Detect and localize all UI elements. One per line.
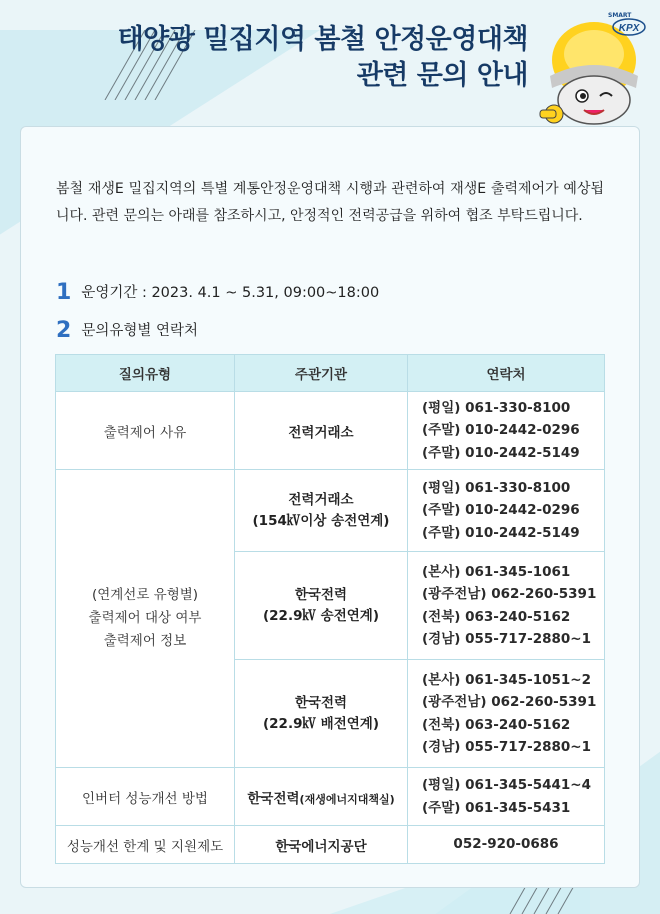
- cell-contact: 052-920-0686: [408, 826, 605, 864]
- org-detail: (재생에너지대책실): [299, 792, 395, 806]
- cell-contact: [408, 392, 605, 470]
- section-contacts: [56, 316, 198, 341]
- section-number: 1: [56, 280, 72, 305]
- page-title-line2: 관련 문의 안내: [356, 60, 528, 91]
- cell-org: [235, 470, 408, 552]
- contact-table: [55, 354, 605, 864]
- section-number: 2: [56, 318, 72, 343]
- contact-line: (주말) 061-345-5431: [422, 799, 571, 816]
- header-contact: 연락처: [408, 355, 605, 392]
- contact-line: (주말) 010-2442-0296: [422, 422, 580, 439]
- org-name: 한국전력: [294, 694, 348, 711]
- contact-line: (전북) 063-240-5162: [422, 716, 571, 733]
- cell-org: [235, 552, 408, 660]
- org-detail: (22.9㎸ 송전연계): [262, 607, 379, 624]
- cell-org: [235, 768, 408, 826]
- org-name: 한국전력: [247, 790, 300, 807]
- header-type: 질의유형: [56, 355, 235, 392]
- table-row: [56, 470, 605, 552]
- cell-contact: [408, 470, 605, 552]
- section-text: 문의유형별 연락처: [81, 323, 198, 339]
- table-row: [56, 392, 605, 470]
- cell-contact: [408, 660, 605, 768]
- contact-line: (경남) 055-717-2880~1: [422, 739, 591, 755]
- contact-line: (전북) 063-240-5162: [422, 608, 571, 625]
- contact-line: (본사) 061-345-1061: [422, 563, 571, 580]
- contact-line: (평일) 061-330-8100: [422, 399, 571, 416]
- contact-line: (평일) 061-345-5441~4: [422, 777, 591, 793]
- type-line: (연계선로 유형별): [91, 587, 199, 603]
- cell-type: [56, 470, 235, 768]
- org-name: 한국전력: [294, 586, 348, 603]
- org-detail: (22.9㎸ 배전연계): [262, 715, 379, 732]
- contact-line: (광주전남) 062-260-5391: [422, 694, 597, 710]
- table-row: [56, 826, 605, 864]
- contact-line: (본사) 061-345-1051~2: [422, 671, 591, 688]
- cell-org: [235, 660, 408, 768]
- cell-type: 성능개선 한계 및 지원제도: [56, 826, 235, 864]
- logo-text: KPX: [618, 23, 640, 34]
- section-period: [56, 278, 379, 303]
- cell-contact: [408, 552, 605, 660]
- cell-type: 출력제어 사유: [56, 392, 235, 470]
- table-row: [56, 768, 605, 826]
- contact-line: (경남) 055-717-2880~1: [422, 631, 591, 647]
- page-title: 태양광 밀집지역 봄철 안정운영대책: [117, 24, 528, 55]
- type-line: 출력제어 대상 여부: [88, 610, 202, 626]
- header-org: 주관기관: [235, 355, 408, 392]
- section-text: 운영기간 : 2023. 4.1 ~ 5.31, 09:00~18:00: [81, 285, 380, 301]
- contact-line: (주말) 010-2442-5149: [422, 524, 580, 541]
- org-detail: (154㎸이상 송전연계): [252, 512, 390, 529]
- kpx-logo: [612, 18, 646, 36]
- cell-org: 한국에너지공단: [235, 826, 408, 864]
- contact-line: (광주전남) 062-260-5391: [422, 586, 597, 602]
- type-line: 출력제어 정보: [103, 633, 187, 649]
- table-header-row: [56, 355, 605, 392]
- org-name: 전력거래소: [288, 491, 354, 508]
- cell-contact: [408, 768, 605, 826]
- cell-org: 전력거래소: [235, 392, 408, 470]
- intro-paragraph: 봄철 재생E 밀집지역의 특별 계통안정운영대책 시행과 관련하여 재생E 출력제어가 예상됩니다. 관련 문의는 아래를 참조하시고, 안정적인 전력공급을 위하여 협조 부탁드립니다.: [56, 181, 604, 224]
- contact-line: (평일) 061-330-8100: [422, 479, 571, 496]
- cell-type: 인버터 성능개선 방법: [56, 768, 235, 826]
- logo-subtext: SMART: [608, 12, 632, 19]
- contact-line: (주말) 010-2442-5149: [422, 444, 580, 461]
- contact-line: (주말) 010-2442-0296: [422, 502, 580, 519]
